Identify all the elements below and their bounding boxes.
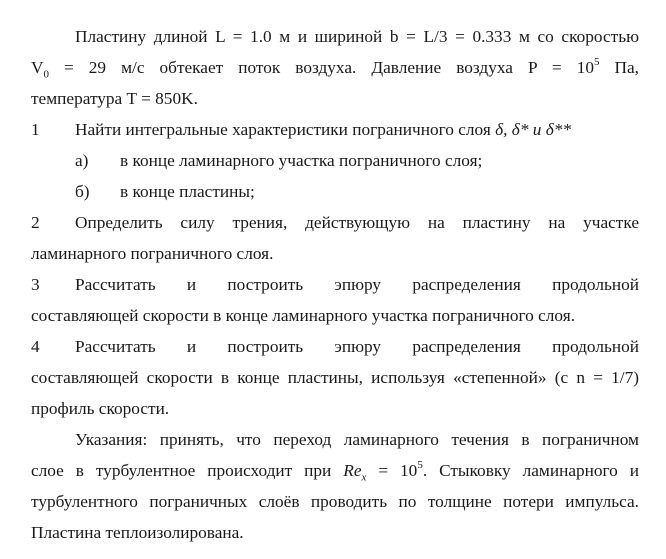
note-line-1: Указания: принять, что переход ламинарного течения в пограничном	[75, 430, 639, 449]
task-2: 2 Определить силу трения, действующую на пластину на участке ламинарного пограничного слоя.	[31, 207, 639, 269]
task-4: 4 Рассчитать и построить эпюру распределения продольной составляющей скорости в конце пластины, используя «степенной» (с n = 1/7) профиль скорости.	[31, 331, 639, 424]
subitem-b: б) в конце пластины;	[75, 182, 255, 201]
intro-line-1: Пластину длиной L = 1.0 м и шириной b = L/3 = 0.333 м со скоростью	[75, 27, 639, 46]
task-number: 1	[31, 120, 40, 139]
task-number: 4	[31, 337, 40, 356]
task-3: 3 Рассчитать и построить эпюру распределения продольной составляющей скорости в конце ламинарного участка пограничного слоя.	[31, 269, 639, 331]
intro-line-2: $V_0 = 29$ м/с обтекает поток воздуха. Давление воздуха $P = 10^5$ Па,	[31, 56, 639, 81]
note-paragraph	[31, 424, 639, 548]
task-number: 2	[31, 213, 40, 232]
task-text: Найти интегральные характеристики пограничного слоя	[75, 120, 496, 139]
intro-line-3: температура T = 850K.	[31, 89, 198, 108]
note-line-4: Пластина теплоизолирована.	[31, 523, 244, 542]
task-1	[31, 114, 639, 207]
subitem-a: а) в конце ламинарного участка пограничного слоя;	[75, 151, 483, 170]
task-number: 3	[31, 275, 40, 294]
note-line-3: турбулентного пограничных слоёв проводить по толщине потери импульса.	[31, 492, 639, 511]
intro-paragraph	[31, 21, 639, 114]
note-line-2: слое в турбулентное происходит при $Re_x = 10^5$. Стыковку ламинарного и	[31, 459, 640, 484]
task-math: δ, δ* и δ**	[495, 120, 572, 139]
